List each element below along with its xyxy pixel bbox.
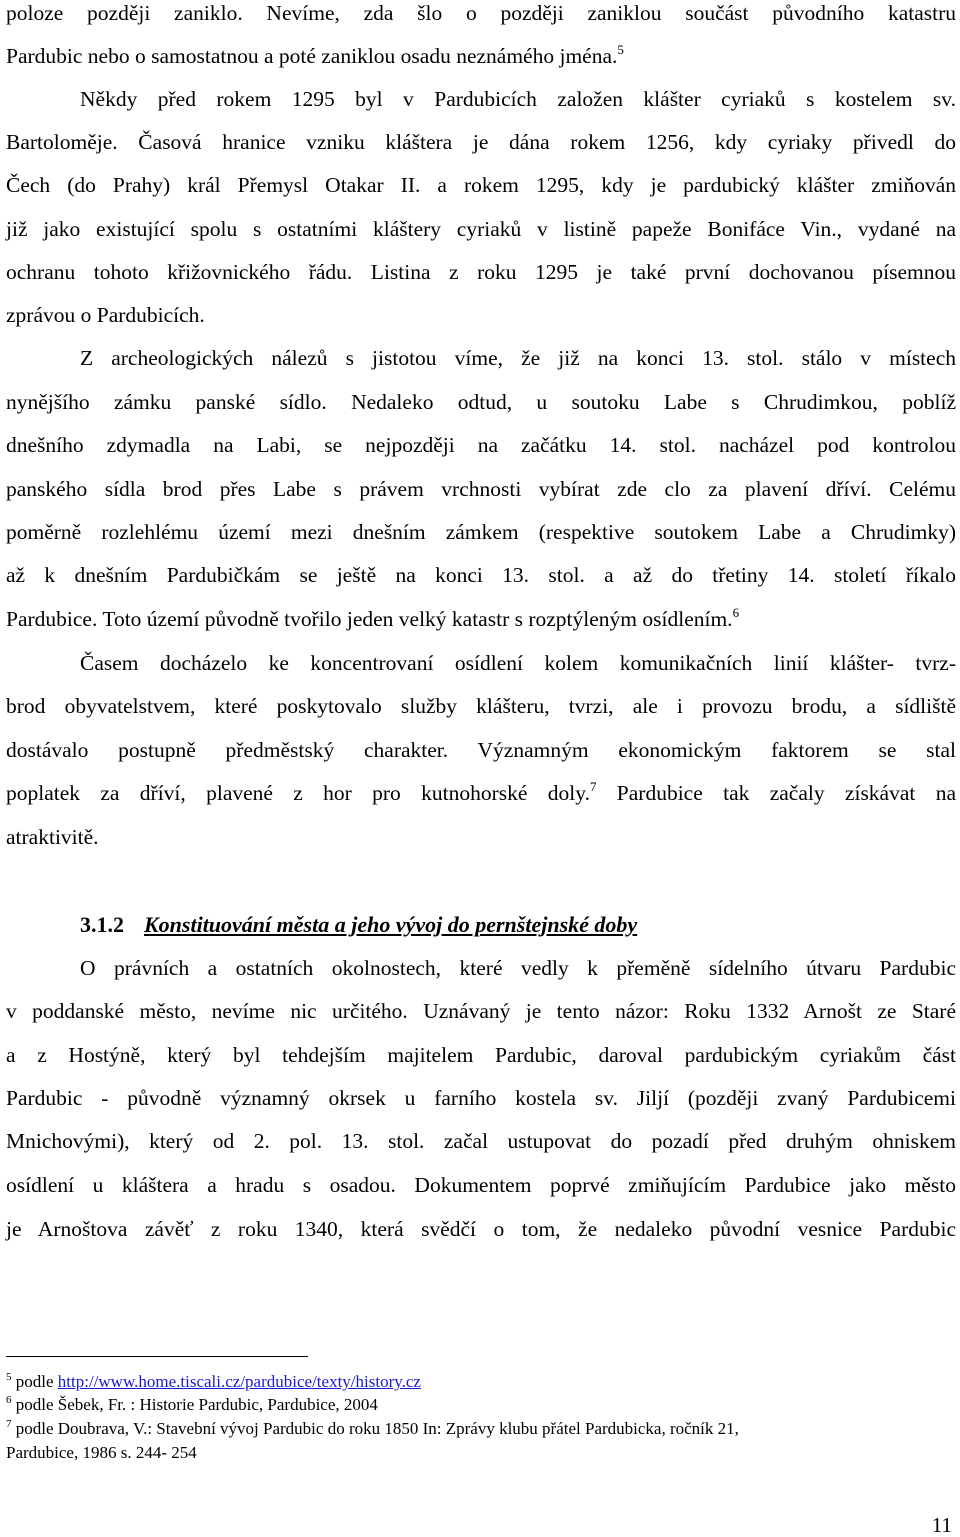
footnote-7-continued: Pardubice, 1986 s. 244- 254 [6, 1443, 197, 1462]
body-line: poloze později zaniklo. Nevíme, zda šlo o později zaniklou součást původního katastru [6, 1, 956, 25]
body-line: až k dnešním Pardubičkám se ještě na konci 13. stol. a až do třetiny 14. století říkalo [6, 563, 956, 587]
footnote-mark: 7 [6, 1418, 12, 1430]
body-line: Časem docházelo ke koncentrovaní osídlení kolem komunikačních linií klášter- tvrz- [80, 651, 956, 675]
body-line: Někdy před rokem 1295 byl v Pardubicích založen klášter cyriaků s kostelem sv. [80, 87, 956, 111]
footnote-7: $^7$ podle Doubrava, V.: Stavební vývoj Pardubic do roku 1850 In: Zprávy klubu přátel Pardubicka, ročník 21, [6, 1418, 739, 1438]
body-line: panského sídla brod přes Labe s právem vrchnosti vybírat zde clo za plavení dříví. Celému [6, 477, 956, 501]
footnote-ref-6[interactable]: 6 [732, 605, 740, 620]
footnote-link[interactable]: http://www.home.tiscali.cz/pardubice/texty/history.cz [57, 1372, 421, 1391]
footnote-separator [6, 1356, 308, 1357]
body-line: poplatek za dříví, plavené z hor pro kutnohorské doly.$^7$ Pardubice tak začaly získávat na [6, 779, 956, 805]
body-line: Pardubic - původně významný okrsek u farního kostela sv. Jiljí (později zvaný Pardubicemi [6, 1086, 956, 1110]
section-title: Konstituování města a jeho vývoj do pernštejnské doby [144, 912, 638, 937]
footnote-5: $^5$ podle http://www.home.tiscali.cz/pardubice/texty/history.cz [6, 1371, 421, 1391]
body-line: je Arnoštova závěť z roku 1340, která svědčí o tom, že nedaleko původní vesnice Pardubic [6, 1217, 956, 1241]
section-heading [80, 911, 637, 939]
footnote-mark: 5 [6, 1371, 12, 1383]
section-number: 3.1.2 [80, 912, 124, 937]
footnote-mark: 6 [6, 1394, 12, 1406]
body-line: osídlení u kláštera a hradu s osadou. Dokumentem poprvé zmiňujícím Pardubice jako město [6, 1173, 956, 1197]
footnote-ref-5[interactable]: 5 [617, 42, 624, 57]
body-line: zprávou o Pardubicích. [6, 303, 205, 327]
body-line: Čech (do Prahy) král Přemysl Otakar II. a rokem 1295, kdy je pardubický klášter zmiňován [6, 173, 956, 197]
body-line: atraktivitě. [6, 825, 99, 849]
body-line: Z archeologických nálezů s jistotou víme, že již na konci 13. stol. stálo v místech [80, 346, 956, 370]
body-line: nynějšího zámku panské sídlo. Nedaleko odtud, u soutoku Labe s Chrudimkou, poblíž [6, 390, 956, 414]
body-line: Pardubice. Toto území původně tvořilo jeden velký katastr s rozptýleným osídlením.$^6$ [6, 605, 740, 631]
body-line: dnešního zdymadla na Labi, se nejpozději na začátku 14. stol. nacházel pod kontrolou [6, 433, 956, 457]
body-line: Pardubic nebo o samostatnou a poté zaniklou osadu neznámého jména.$^5$ [6, 42, 624, 68]
body-line: O právních a ostatních okolnostech, které vedly k přeměně sídelního útvaru Pardubic [80, 956, 956, 980]
body-line: ochranu tohoto křižovnického řádu. Listina z roku 1295 je také první dochovanou písemnou [6, 260, 956, 284]
footnote-ref-7[interactable]: 7 [589, 779, 597, 794]
body-line: Mnichovými), který od 2. pol. 13. stol. začal ustupovat do pozadí před druhým ohniskem [6, 1129, 956, 1153]
body-line: dostávalo postupně předměstský charakter. Významným ekonomickým faktorem se stal [6, 738, 956, 762]
body-line: poměrně rozlehlému území mezi dnešním zámkem (respektive soutokem Labe a Chrudimky) [6, 520, 956, 544]
page-number: 11 [931, 1513, 952, 1537]
body-line: brod obyvatelstvem, které poskytovalo služby klášteru, tvrzi, ale i provozu brodu, a sídliště [6, 694, 956, 718]
body-line: Bartoloměje. Časová hranice vzniku kláštera je dána rokem 1256, kdy cyriaky přivedl do [6, 130, 956, 154]
body-line: a z Hostýně, který byl tehdejším majitelem Pardubic, daroval pardubickým cyriakům část [6, 1043, 956, 1067]
body-line: již jako existující spolu s ostatními kláštery cyriaků v listině papeže Bonifáce Vin., vydané na [6, 217, 956, 241]
footnote-6: $^6$ podle Šebek, Fr. : Historie Pardubic, Pardubice, 2004 [6, 1394, 378, 1414]
body-line: v poddanské město, nevíme nic určitého. Uznávaný je tento názor: Roku 1332 Arnošt ze Staré [6, 999, 956, 1023]
